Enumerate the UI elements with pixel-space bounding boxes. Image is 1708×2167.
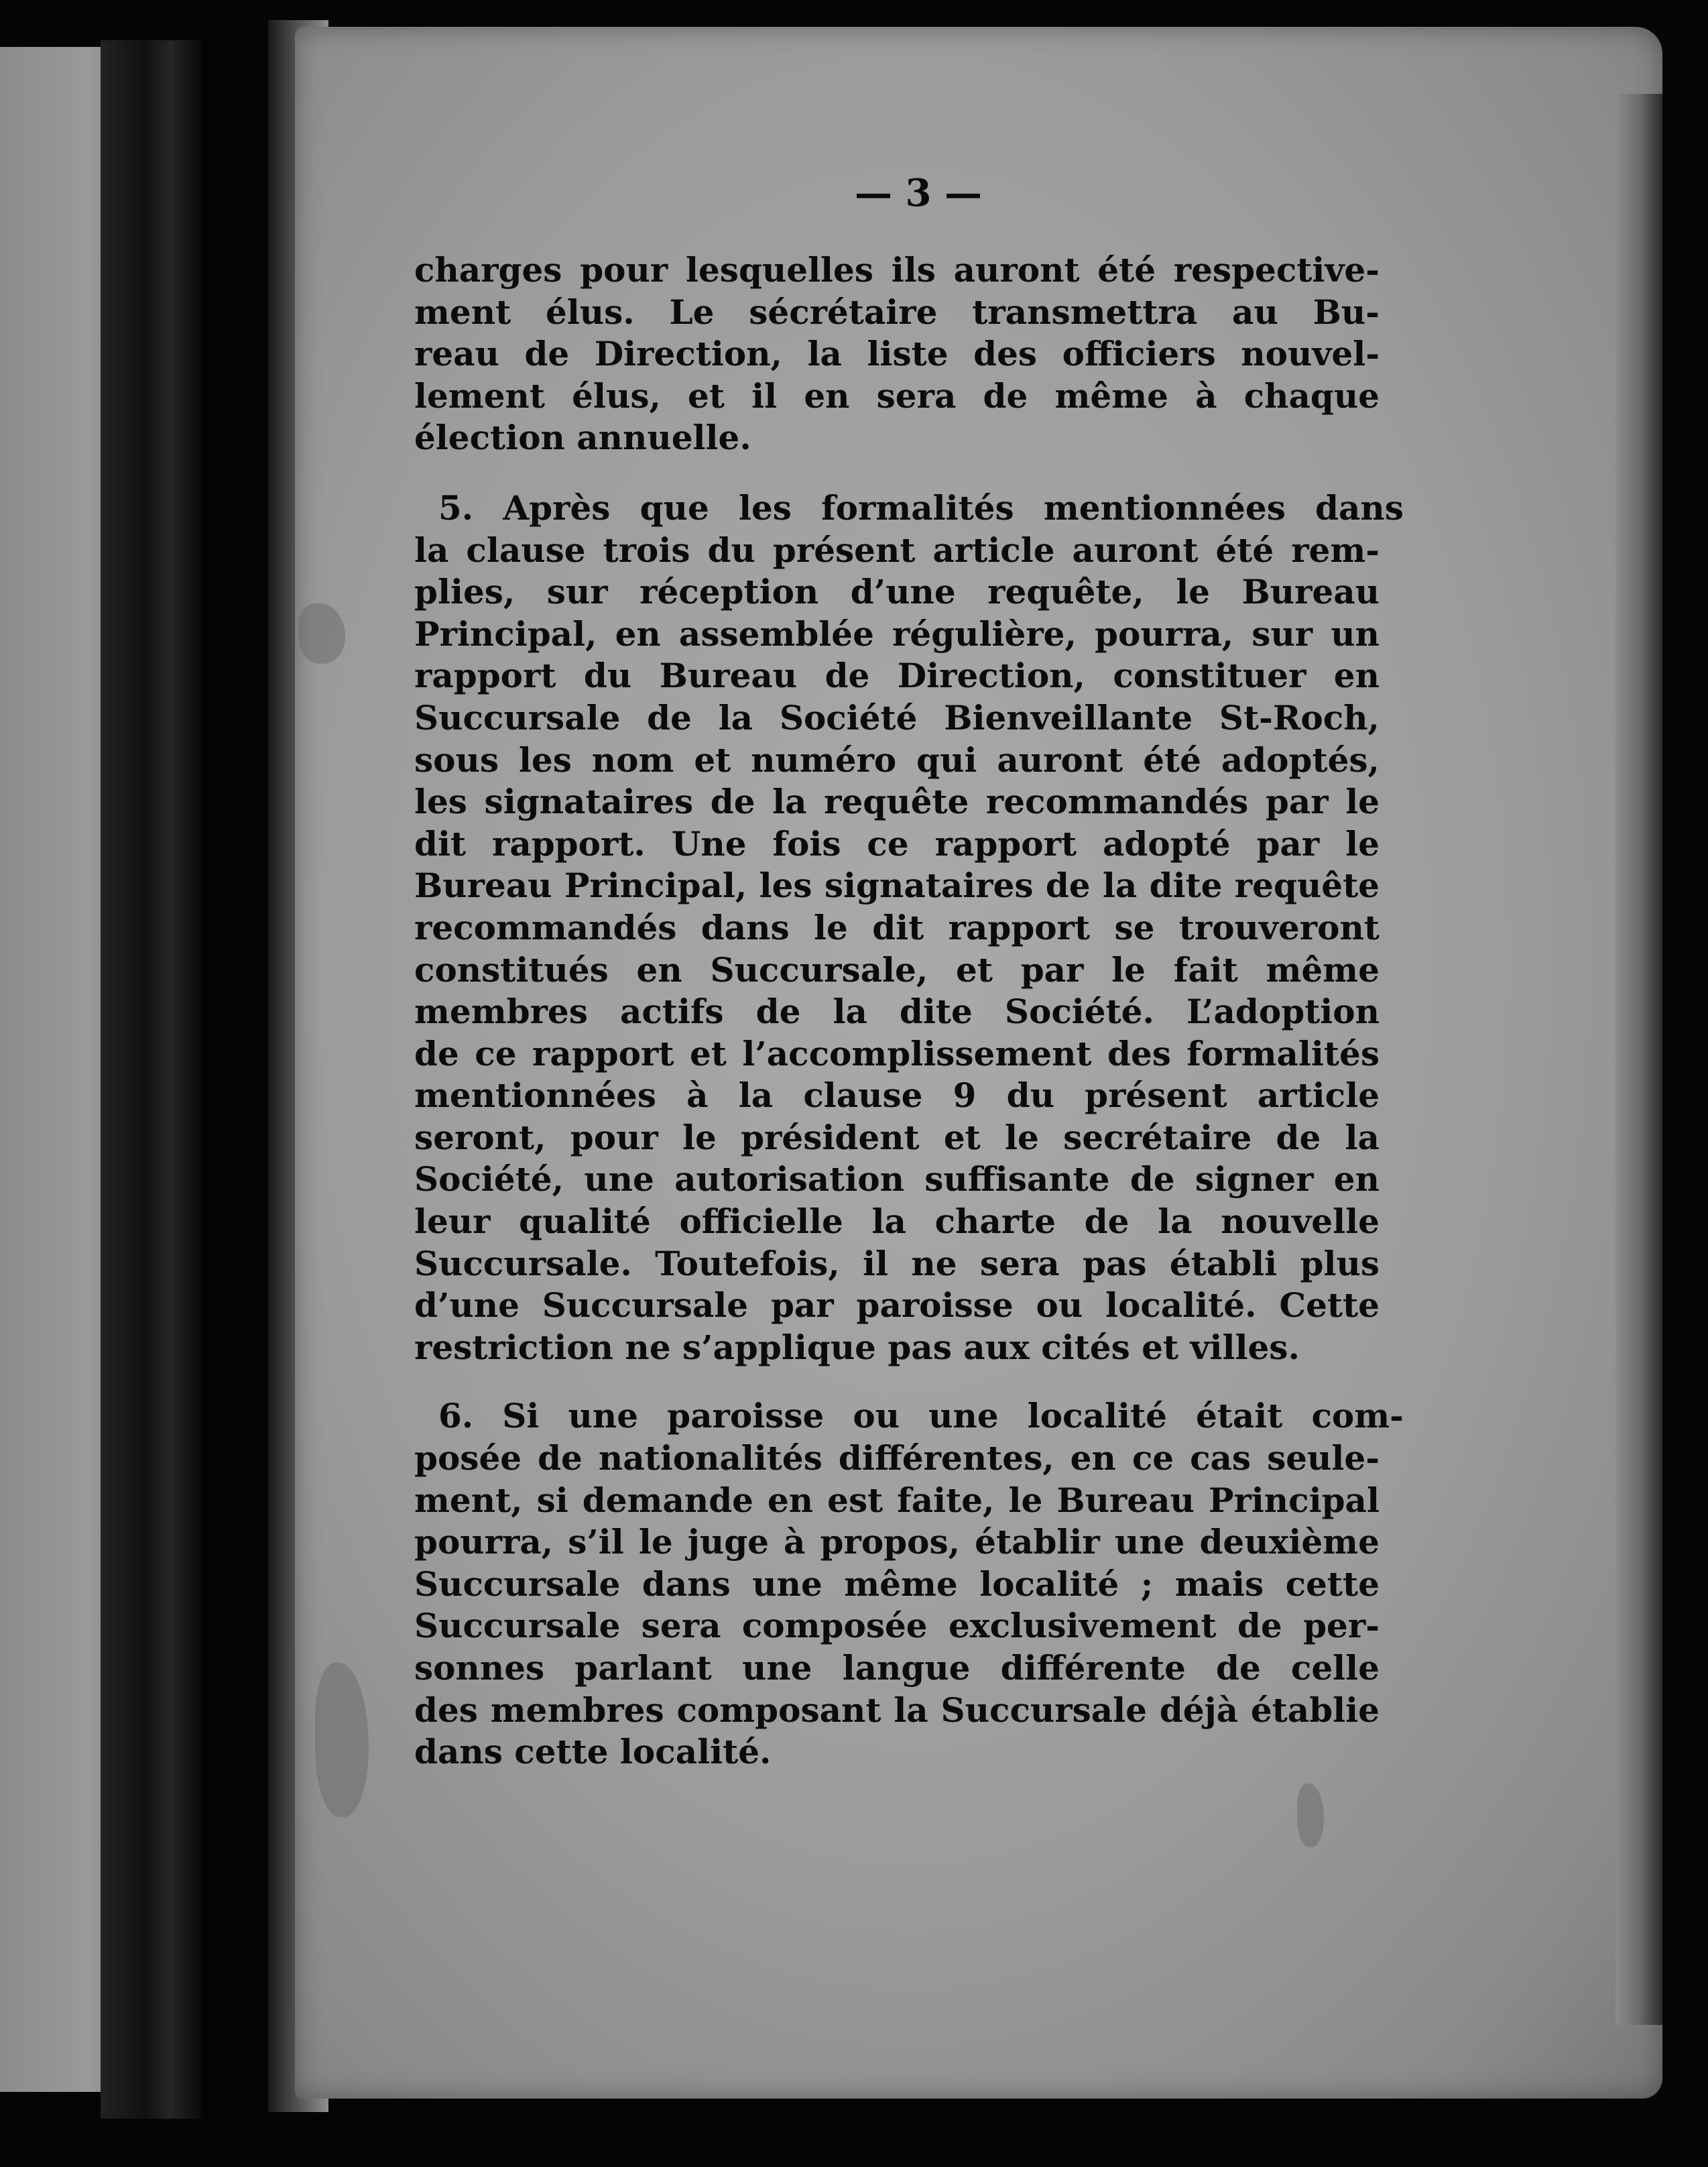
paragraph-clause-5 — [414, 487, 1404, 1368]
text-line: leur qualité officielle la charte de la nouvelle — [414, 1202, 1380, 1242]
text-line: Succursale. Toutefois, il ne sera pas établi plus — [414, 1243, 1380, 1283]
text-line: sonnes parlant une langue différente de celle — [414, 1648, 1380, 1688]
text-line: 5. Après que les formalités mentionnées dans — [438, 487, 1404, 528]
paragraph-clause-6 — [414, 1395, 1404, 1773]
page-number: — 3 — — [855, 171, 982, 215]
text-line: plies, sur réception d’une requête, le Bureau — [414, 572, 1380, 612]
text-line: Succursale de la Société Bienveillante St-Roch, — [414, 697, 1380, 738]
text-line: Principal, en assemblée régulière, pourra, sur un — [414, 613, 1380, 654]
paragraph-continuation — [414, 249, 1380, 459]
text-line: dit rapport. Une fois ce rapport adopté par le — [414, 823, 1380, 864]
text-line: lement élus, et il en sera de même à chaque — [414, 375, 1380, 416]
text-line: seront, pour le président et le secrétaire de la — [414, 1117, 1380, 1157]
text-line: sous les nom et numéro qui auront été adoptés, — [414, 740, 1380, 780]
text-line: restriction ne s’applique pas aux cités et villes. — [414, 1327, 1300, 1367]
text-line: Succursale sera composée exclusivement de per- — [414, 1606, 1380, 1646]
text-line: ment, si demande en est faite, le Bureau Principal — [414, 1480, 1380, 1520]
text-line: 6. Si une paroisse ou une localité était com- — [438, 1396, 1404, 1436]
text-line: d’une Succursale par paroisse ou localité. Cette — [414, 1285, 1380, 1326]
text-line: Succursale dans une même localité ; mais cette — [414, 1564, 1380, 1604]
text-line: membres actifs de la dite Société. L’adoption — [414, 992, 1380, 1032]
text-line: les signataires de la requête recommandés par le — [414, 782, 1380, 822]
text-line: constitués en Succursale, et par le fait même — [414, 949, 1380, 990]
text-line: la clause trois du présent article auront été rem- — [414, 530, 1380, 570]
text-line: dans cette localité. — [414, 1732, 772, 1772]
torn-binding-edge — [101, 40, 201, 2119]
text-line: recommandés dans le dit rapport se trouveront — [414, 907, 1380, 947]
text-line: Société, une autorisation suffisante de signer en — [414, 1159, 1380, 1199]
text-line: posée de nationalités différentes, en ce cas seule- — [414, 1438, 1380, 1478]
text-line: Bureau Principal, les signataires de la dite requête — [414, 866, 1380, 906]
text-line: élection annuelle. — [414, 418, 751, 458]
text-line: rapport du Bureau de Direction, constituer en — [414, 656, 1380, 696]
body-text — [414, 249, 1404, 1773]
text-line: mentionnées à la clause 9 du présent article — [414, 1075, 1380, 1116]
text-line: des membres composant la Succursale déjà établie — [414, 1690, 1380, 1730]
text-line: de ce rapport et l’accomplissement des formalités — [414, 1033, 1380, 1073]
page-right-edge — [1615, 94, 1662, 2025]
text-line: pourra, s’il le juge à propos, établir une deuxième — [414, 1522, 1380, 1562]
text-line: reau de Direction, la liste des officiers nouvel- — [414, 334, 1380, 374]
text-line: charges pour lesquelles ils auront été respective- — [414, 250, 1380, 290]
text-line: ment élus. Le sécrétaire transmettra au Bu- — [414, 292, 1380, 332]
